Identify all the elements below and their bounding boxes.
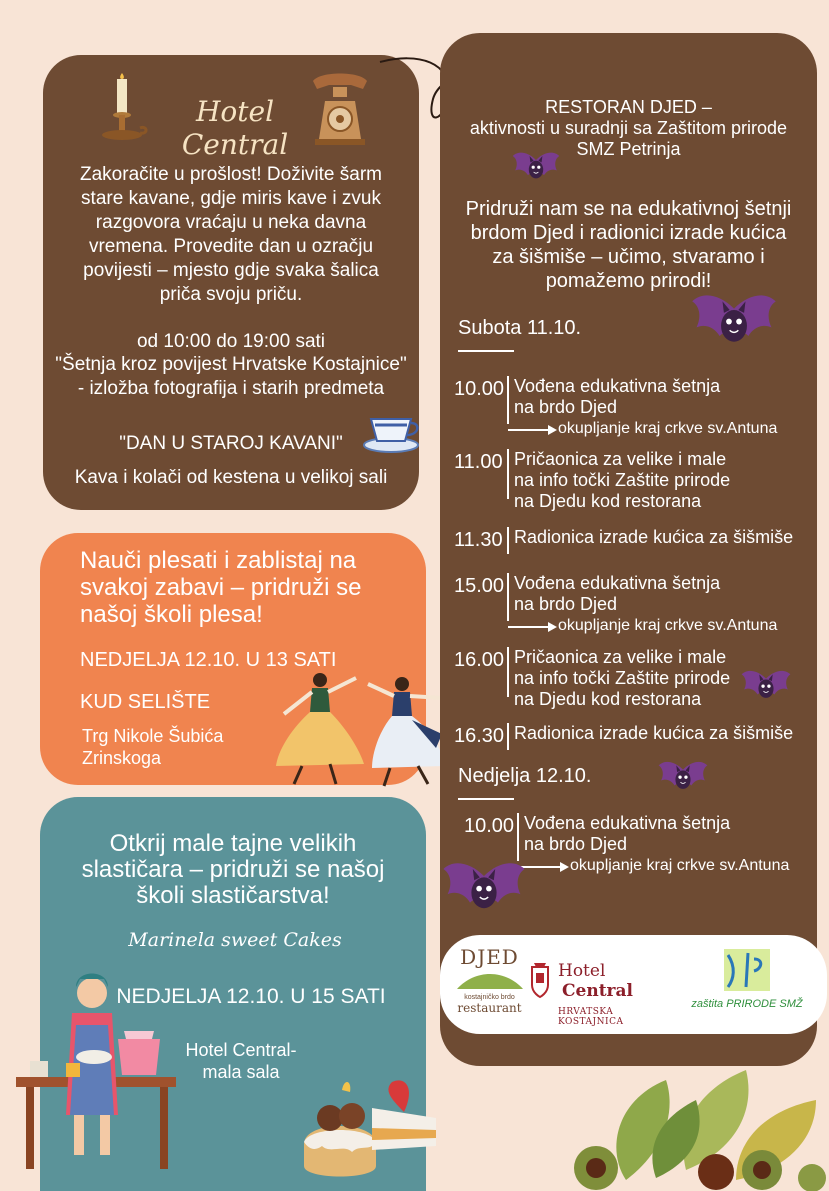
meeting-point: okupljanje kraj crkve sv.Antuna [570,857,790,874]
schedule-time: 15.00 [454,575,505,597]
djed-restaurant-logo [452,945,527,1025]
hotel-logo-word1: Hotel [558,961,606,981]
hotel-logo-sub: HRVATSKA KOSTAJNICA [558,1007,624,1027]
dance-org: KUD SELIŠTE [80,691,211,713]
dance-place: Trg Nikole Šubića Zrinskoga [82,726,224,768]
bat-icon [442,854,526,926]
schedule-activity: Vođena edukativna šetnja na brdo Djed [514,573,721,614]
coat-of-arms-icon [530,959,550,999]
bat-icon [690,287,778,359]
schedule-activity: Pričaonica za velike i male na info točki Zaštite prirode na Djedu kod restorana [514,647,731,709]
schedule-activity: Pričaonica za velike i male na info točki Zaštite prirode na Djedu kod restorana [514,449,731,511]
hotel-intro: Zakoračite u prošlost! Doživite šarm stare kavane, gdje miris kave i zvuk razgovora vraćaju u neka davna vremena. Provedite dan u ozračju povijesti – mjesto gdje svaka šalica priča svoju priču. [80,164,382,305]
schedule-time: 10.00 [464,815,515,837]
hotel-day-title: "DAN U STAROJ KAVANI" [119,433,343,454]
meeting-point: okupljanje kraj crkve sv.Antuna [558,420,778,437]
schedule-time: 10.00 [454,378,505,400]
arrow-right-icon [548,622,557,632]
schedule-divider [507,723,509,750]
hotel-day-text: Kava i kolači od kestena u velikoj sali [74,467,388,488]
partner-logos [440,935,827,1034]
nature-logo-icon [724,949,770,991]
schedule-activity: Radionica izrade kućica za šišmiše [514,527,794,547]
arrow-line [520,866,562,868]
zastita-logo-text: zaštita PRIRODE SMŽ [691,998,803,1010]
sunday-underline [458,798,514,800]
meeting-point: okupljanje kraj crkve sv.Antuna [558,617,778,634]
bat-icon [512,148,560,188]
zastita-prirode-logo [682,949,812,1010]
pastry-headline: Otkrij male tajne velikih slastičara – pridruži se našoj školi slastičarstva! [81,830,385,909]
hotel-exhibit: "Šetnja kroz povijest Hrvatske Kostajnice" - izložba fotografija i starih predmeta [55,354,407,399]
candle-icon [98,73,148,148]
schedule-divider [507,527,509,554]
hill-icon [455,969,525,989]
restaurant-intro: Pridruži nam se na edukativnoj šetnji brdom Djed i radionici izrade kućica za šišmiše – učimo, stvaramo i pomažemo prirodi! [465,198,792,292]
restaurant-title: RESTORAN DJED – aktivnosti u suradnji sa Zaštitom prirode SMZ Petrinja [469,97,788,159]
schedule-activity: Vođena edukativna šetnja na brdo Djed [514,376,721,417]
dance-date: NEDJELJA 12.10. U 13 SATI [80,649,337,671]
arrow-line [508,429,550,431]
hotel-hours: od 10:00 do 19:00 sati [136,331,326,352]
dance-headline: Nauči plesati i zablistaj na svakoj zabavi – pridruži se našoj školi plesa! [80,547,362,628]
pastry-brand: Marinela sweet Cakes [128,929,342,951]
bat-icon [656,757,710,799]
schedule-divider [507,573,509,621]
schedule-time: 16.30 [454,725,505,747]
schedule-time: 11.30 [454,529,503,551]
schedule-divider [507,647,509,697]
djed-logo-title: DJED [460,945,519,969]
arrow-right-icon [560,862,569,872]
baker-illustration [14,965,182,1171]
schedule-divider [507,449,509,499]
hotel-logo-word2: Central [562,981,633,1001]
djed-logo-sub: kostajničko brdo [464,994,515,1001]
schedule-time: 16.00 [454,649,505,671]
bat-icon [740,666,792,708]
saturday-underline [458,350,514,352]
arrow-right-icon [548,425,557,435]
pastry-place: Hotel Central- mala sala [185,1040,297,1082]
hotel-title: Hotel Central [181,95,289,161]
chestnut-leaves-illustration [566,1060,829,1191]
djed-logo-word: restaurant [457,1001,522,1015]
arrow-line [508,626,550,628]
sunday-heading: Nedjelja 12.10. [458,765,592,787]
schedule-time: 11.00 [454,451,503,473]
pastry-date: NEDJELJA 12.10. U 15 SATI [116,985,386,1008]
cake-illustration [300,1068,440,1180]
hotel-central-logo [558,961,676,1027]
hotel-central-panel [43,55,419,510]
telephone-icon [305,67,375,147]
saturday-heading: Subota 11.10. [458,317,582,339]
dancers-illustration [272,668,452,790]
schedule-activity: Radionica izrade kućica za šišmiše [514,723,794,743]
schedule-activity: Vođena edukativna šetnja na brdo Djed [524,813,731,854]
schedule-divider [507,376,509,424]
